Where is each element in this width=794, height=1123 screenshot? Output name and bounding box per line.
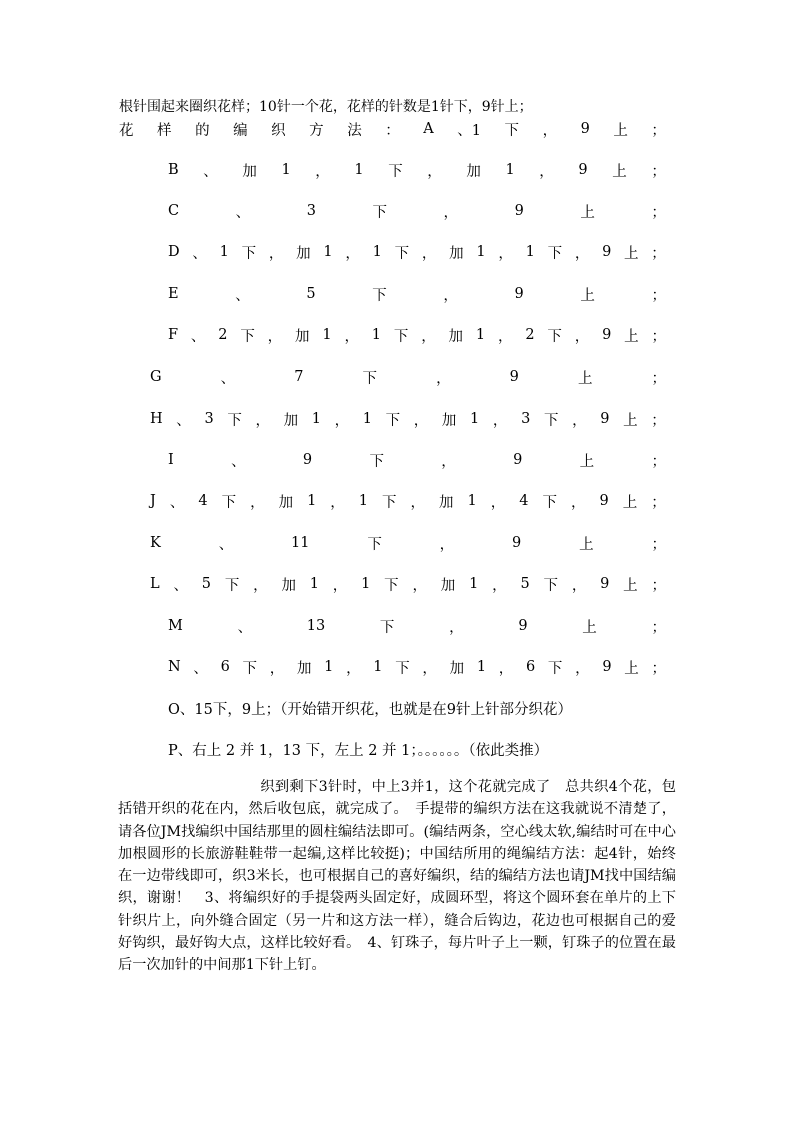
row-token: 上	[623, 577, 638, 594]
row-token: 9	[602, 244, 612, 260]
row-token: ，	[574, 245, 590, 262]
row-token: 1	[467, 493, 477, 509]
row-token: 6	[525, 659, 536, 675]
row-token: 上	[580, 287, 595, 304]
row-token: 1	[323, 244, 333, 260]
row-token: 3	[204, 411, 214, 427]
row-token: 2	[218, 327, 228, 343]
row-token: 上	[623, 412, 638, 429]
row-token: 加	[449, 660, 465, 677]
row-token: ，	[410, 494, 426, 511]
row-p: P、右上 2 并 1，13 下，左上 2 并 1；。。。。。。（依此类推）	[168, 743, 549, 759]
row-token: 加	[283, 412, 299, 429]
row-token: 法	[347, 122, 362, 139]
row-token: 、	[237, 619, 253, 636]
row-token: 9	[600, 576, 610, 592]
row-token: ，	[498, 660, 514, 677]
row-token: 下	[240, 328, 255, 345]
row-token: ，	[492, 577, 507, 594]
row-token: 9	[514, 203, 524, 219]
row-token: B	[168, 162, 179, 178]
row-token: 的	[195, 122, 210, 139]
row-token: 下	[395, 660, 410, 677]
row-token: ，	[268, 245, 284, 262]
row-token: 11	[291, 535, 310, 551]
row-token: 上	[613, 122, 628, 139]
row-token: 下	[543, 577, 558, 594]
row-token: E	[168, 286, 179, 302]
row-token: ；	[651, 287, 666, 304]
row-token: 加	[242, 163, 257, 180]
row-token: 9	[578, 162, 588, 178]
row-token: 1	[372, 244, 382, 260]
row-token: 下	[547, 328, 562, 345]
row-token: 花	[119, 122, 134, 139]
row-token: ；	[651, 536, 666, 553]
row-token: I	[168, 452, 174, 468]
row-token: 上	[577, 370, 593, 387]
row-token: 4	[519, 493, 529, 509]
row-token: ，	[422, 660, 437, 677]
row-token: 1	[373, 659, 383, 675]
row-token: 9	[602, 659, 612, 675]
row-token: ，	[253, 577, 268, 594]
method-row	[168, 200, 666, 222]
row-token: ，	[439, 536, 455, 553]
row-token: 上	[622, 494, 638, 511]
row-token: 编	[233, 122, 248, 139]
row-token: ；	[651, 577, 666, 594]
row-token: 下	[372, 204, 387, 221]
row-token: 加	[441, 412, 457, 429]
method-row	[150, 408, 666, 430]
row-token: 加	[449, 245, 464, 262]
row-token: 、	[218, 536, 234, 553]
row-token: 、	[193, 660, 208, 677]
row-token: ，	[330, 494, 345, 511]
row-token: K	[150, 535, 161, 551]
row-token: 1	[476, 244, 486, 260]
row-token: 下	[504, 122, 520, 139]
row-token: 下	[221, 494, 237, 511]
row-token: 、	[220, 370, 236, 387]
row-token: ，	[572, 412, 587, 429]
row-token: 加	[440, 577, 456, 594]
intro-line: 根针围起来圈织花样；10针一个花，花样的针数是1针下，9针上；	[119, 99, 533, 115]
row-token: M	[168, 618, 183, 634]
row-token: 5	[306, 286, 316, 302]
row-token: ，	[346, 660, 361, 677]
row-token: 下	[543, 412, 559, 429]
method-row	[168, 324, 666, 346]
row-token: J	[150, 493, 156, 509]
row-token: ，	[250, 494, 265, 511]
paragraph-text: 织到剩下3针时，中上3并1，这个花就完成了 总共织4个花，包括错开织的花在内，然后收包底，就完成了。 手提带的编织方法在这我就说不清楚了，请各位JM找编织中国结那里的圆柱编结法即可。(编结两条，空心线太软,编结时可在中心加根圆形的长旅游鞋鞋带一起编,这样比较挺)；中国结所用的绳编结方法：起4针，始终在一边带线即可，织3米长，也可根据自己的喜好编织，结的编结方法也请JM找中国结编织，谢谢！ 3、将编织好的手提袋两头固定好，成圆环型，将这个圆环套在单片的上下针织片上，向外缝合固定（另一片和这方法一样），缝合后钩边，花边也可根据自己的爱好钩织，最好钩大点，这样比较好看。 4、钉珠子，每片叶子上一颗，钉珠子的位置在最后一次加针的中间那1下针上钉。	[118, 779, 676, 974]
row-token: ，	[443, 287, 458, 304]
row-token: 、	[169, 494, 185, 511]
row-token: 下	[242, 660, 258, 677]
row-token: ，	[315, 163, 330, 180]
row-token: 6	[220, 659, 230, 675]
row-token: 加	[296, 660, 312, 677]
row-token: 下	[224, 577, 240, 594]
row-token: 、	[203, 163, 218, 180]
row-token: H	[150, 411, 163, 427]
row-token: ；	[651, 453, 666, 470]
row-token: 、	[176, 412, 191, 429]
row-token: 1	[311, 411, 321, 427]
row-token: 9	[602, 327, 612, 343]
row-token: 样	[157, 122, 172, 139]
row-token: ，	[332, 577, 348, 594]
row-token: 上	[579, 453, 595, 470]
row-token: ；	[651, 122, 666, 139]
method-row	[168, 283, 666, 305]
row-token: 、	[231, 453, 246, 470]
row-token: ；	[651, 245, 666, 262]
method-row	[168, 449, 666, 471]
row-token: 3	[306, 203, 316, 219]
row-token: ；	[651, 494, 666, 511]
method-row	[168, 159, 666, 181]
row-token: ，	[427, 163, 442, 180]
row-token: 1	[281, 162, 291, 178]
row-token: ，	[334, 412, 350, 429]
row-token: 1	[322, 327, 332, 343]
row-token: ，	[443, 204, 459, 221]
row-token: 9	[513, 452, 523, 468]
row-token: ，	[498, 245, 513, 262]
row-token: 1	[219, 244, 229, 260]
row-token: 下	[393, 328, 409, 345]
row-token: 加	[278, 494, 294, 511]
row-token: 1	[475, 327, 486, 343]
row-token: ，	[490, 494, 506, 511]
row-token: 9	[509, 369, 519, 385]
row-token: 1	[362, 411, 372, 427]
row-token: 上	[624, 245, 639, 262]
row-token: 下	[382, 494, 397, 511]
row-token: G	[150, 369, 162, 385]
method-row	[150, 573, 666, 595]
method-row	[150, 366, 666, 388]
row-token: ，	[421, 245, 437, 262]
row-token: L	[150, 576, 160, 592]
row-token: 下	[388, 163, 403, 180]
row-token: ，	[571, 577, 587, 594]
row-token: 1	[358, 493, 369, 509]
row-token: ，	[492, 412, 508, 429]
row-token: 上	[580, 204, 595, 221]
row-token: 上	[579, 536, 594, 553]
row-token: 9	[600, 411, 610, 427]
row-token: 下	[369, 453, 384, 470]
method-row	[168, 656, 666, 678]
row-token: 、1	[457, 122, 481, 139]
row-token: ；	[651, 370, 666, 387]
row-token: 上	[624, 328, 639, 345]
row-token: 、	[173, 577, 188, 594]
row-token: ；	[651, 204, 666, 221]
row-token: F	[168, 327, 179, 343]
row-token: ，	[345, 245, 360, 262]
row-token: ：	[385, 122, 400, 139]
row-token: 、	[235, 287, 250, 304]
row-token: 7	[294, 369, 304, 385]
row-token: 2	[525, 327, 535, 343]
row-token: 1	[371, 327, 382, 343]
row-token: 下	[384, 577, 399, 594]
row-token: ，	[542, 122, 558, 139]
row-token: ；	[651, 163, 666, 180]
row-token: 1	[469, 576, 479, 592]
row-token: 加	[439, 494, 454, 511]
row-token: 下	[227, 412, 242, 429]
row-token: 1	[324, 659, 334, 675]
row-token: 1	[476, 659, 487, 675]
row-token: ，	[421, 328, 436, 345]
row-token: 下	[367, 536, 382, 553]
row-token: 1	[525, 244, 535, 260]
row-token: 1	[307, 493, 317, 509]
row-token: A	[423, 121, 434, 137]
row-token: 9	[518, 618, 528, 634]
body-paragraph	[118, 776, 676, 977]
row-token: ；	[651, 412, 666, 429]
row-token: 下	[547, 245, 563, 262]
row-token: ，	[441, 453, 456, 470]
row-token: 加	[281, 577, 296, 594]
row-token: ，	[436, 370, 451, 387]
row-token: 1	[470, 411, 480, 427]
row-token: 9	[302, 452, 313, 468]
row-token: 下	[385, 412, 401, 429]
row-token: ，	[571, 494, 586, 511]
row-token: ，	[574, 328, 590, 345]
method-row	[119, 118, 666, 140]
row-token: 、	[235, 204, 251, 221]
row-token: 上	[582, 619, 597, 636]
row-token: ，	[497, 328, 513, 345]
row-token: 、	[192, 245, 207, 262]
row-token: ；	[651, 660, 666, 677]
row-token: 上	[624, 660, 639, 677]
row-token: ，	[539, 163, 554, 180]
row-token: ，	[255, 412, 270, 429]
row-o: O、15下，9上；（开始错开织花，也就是在9针上针部分织花）	[168, 702, 573, 718]
row-token: 1	[361, 576, 371, 592]
row-token: 下	[372, 287, 387, 304]
row-token: 13	[306, 618, 326, 634]
row-token: ，	[267, 328, 283, 345]
row-token: ，	[575, 660, 590, 677]
method-row	[150, 490, 666, 512]
row-token: 下	[241, 245, 257, 262]
row-token: ，	[412, 577, 427, 594]
row-token: ，	[413, 412, 429, 429]
row-token: 5	[520, 576, 530, 592]
row-token: 织	[271, 122, 286, 139]
method-row	[168, 241, 666, 263]
row-token: 4	[198, 493, 208, 509]
row-token: 1	[354, 162, 364, 178]
row-token: 1	[309, 576, 319, 592]
row-token: 下	[547, 660, 563, 677]
row-token: 9	[514, 286, 524, 302]
row-token: N	[168, 659, 181, 675]
row-token: 3	[521, 411, 531, 427]
row-token: 下	[379, 619, 395, 636]
row-token: 9	[599, 493, 609, 509]
row-token: 下	[542, 494, 557, 511]
row-token: 方	[309, 122, 324, 139]
method-row	[150, 532, 666, 554]
method-row	[168, 615, 666, 637]
row-token: 5	[201, 576, 211, 592]
row-token: 9	[580, 121, 590, 137]
row-token: 加	[466, 163, 481, 180]
row-token: ；	[651, 619, 666, 636]
row-token: C	[168, 203, 180, 219]
row-token: 1	[505, 162, 515, 178]
row-token: 下	[362, 370, 378, 387]
row-token: 、	[190, 328, 206, 345]
row-token: D	[168, 244, 180, 260]
row-token: 上	[612, 163, 627, 180]
row-token: 9	[512, 535, 522, 551]
row-token: 加	[295, 328, 310, 345]
row-token: 加	[448, 328, 464, 345]
row-token: ，	[449, 619, 464, 636]
row-token: ，	[344, 328, 359, 345]
row-token: 加	[296, 245, 311, 262]
row-token: 下	[394, 245, 410, 262]
row-token: ；	[651, 328, 666, 345]
row-token: ，	[269, 660, 285, 677]
